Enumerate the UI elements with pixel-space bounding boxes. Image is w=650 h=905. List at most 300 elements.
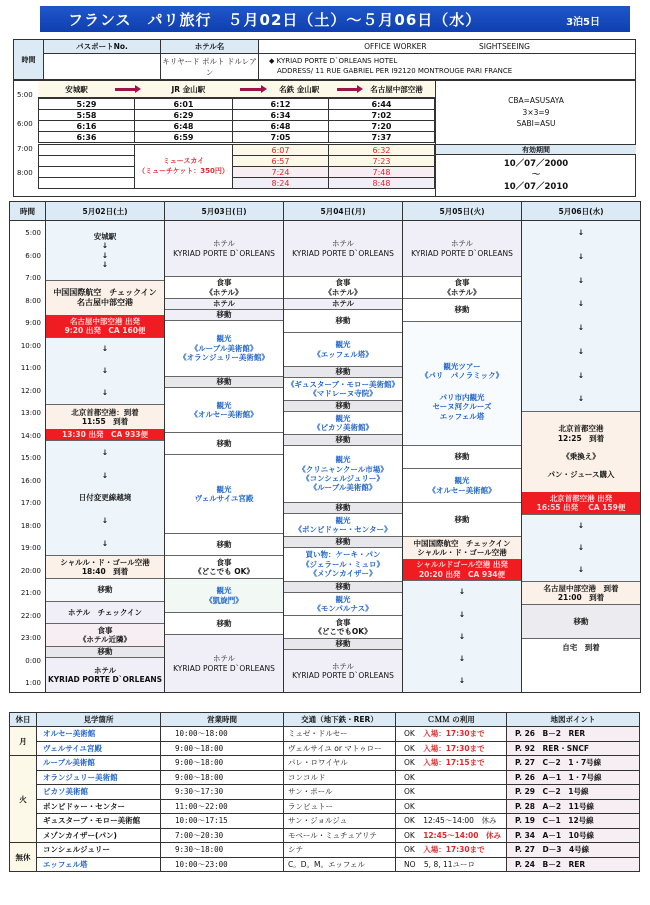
event-text: 《オルセー美術館》 [428,485,496,495]
event-text: ホテル [331,661,355,671]
cmm-note: 入場：17:15まで [423,758,485,768]
sight-row [10,756,640,771]
arrow-down-icon: ↓ [101,241,109,251]
event-text: 観光 [335,594,351,604]
event [46,281,164,315]
day-header: 5月03日(日) [164,202,283,221]
validity-sep: ～ [531,170,541,181]
event-text: 《どこでもOK》 [314,627,372,636]
sight-name: オルセー美術館 [37,727,161,742]
page-title: フランス パリ旅行 ５月02日（土）～５月06日（水） [68,11,482,29]
event [46,441,164,556]
time-cell: 5:29 [39,99,135,110]
cmm-cell [396,727,507,742]
hour: 23:00 [20,634,41,642]
hour: 16:00 [20,477,41,485]
event-sightseeing [284,514,402,537]
flight-departure [522,492,640,515]
arrow-down-icon: ↓ [577,251,585,261]
arrow-down-icon: ↓ [101,516,109,526]
sight-row [10,828,640,843]
event: 移動 [284,435,402,446]
cmm-cell [396,785,507,800]
event [46,405,164,429]
event-sightseeing [165,579,283,613]
validity-from: 10／07／2000 [503,159,569,170]
blank-cell [39,178,135,189]
train-rows [38,98,435,143]
event: 移動 [403,503,521,537]
event-text: 名古屋中部空港 出発 [69,316,141,326]
day-header: 5月04日(月) [283,202,402,221]
event-text: 《ホテル近隣》 [78,635,132,644]
arrow-down-icon: ↓ [577,228,585,238]
hotel-line2: ADDRESS/ 11 RUE GABRIEL PER I92120 MONTROUGE PARI FRANCE [277,66,513,75]
event-text: KYRIAD PORTE D`ORLEANS [173,663,275,673]
hotel-address [259,54,636,80]
event-text: 日付変更線越境 [78,493,132,503]
event-text: 観光 [216,334,232,344]
arrow-right-icon [240,88,261,91]
arrow-down-icon: ↓ [577,346,585,356]
col-header: 見学箇所 [37,713,161,727]
sights-table [9,712,640,872]
event [46,338,164,405]
event-text: 《ホテル》 [324,287,362,297]
arrow-right-icon [115,88,136,91]
hour: 17:00 [20,499,41,507]
map-point: P. 27 D－3 4号線 [507,843,640,858]
time-cell: 5:58 [39,110,135,121]
event [165,277,283,299]
blank-cell [39,167,135,178]
sight-name: エッフェル塔 [37,857,161,872]
sight-row [10,857,640,872]
flight-departure: 13:30 出発 CA 933便 [46,429,164,441]
axis-time: 5:00 [17,91,33,99]
event-text: 観光 [335,455,351,465]
col-header: 交通（地下鉄・RER） [284,713,396,727]
flight-departure [403,559,521,581]
musky-time: 7:48 [329,167,435,178]
time-cell: 6:59 [135,132,233,143]
sight-name: ピカソ美術館 [37,785,161,800]
day-header: 5月02日(土) [45,202,164,221]
event-text: 北京首都空港 [558,423,604,433]
event-text: 中国国際航空 チェックイン [53,288,157,297]
event-sightseeing [165,388,283,433]
event [165,556,283,579]
time-cell: 7:20 [329,121,435,132]
station: 名古屋中部空港 [370,84,423,94]
arrow-down-icon: ↓ [577,565,585,575]
sight-name: ルーブル美術館 [37,756,161,771]
musky-info [135,145,233,189]
event-sightseeing [284,446,402,503]
event-text: 《どこでも OK》 [194,567,254,576]
event-text: ホテル [331,239,355,249]
sight-row [10,799,640,814]
opening-hours: 10:00～18:00 [161,727,284,742]
hour: 9:00 [25,319,41,327]
event-text: 食事 [216,278,232,288]
opening-hours: 9:00～18:00 [161,756,284,771]
event-text: 《ピカソ美術館》 [313,423,373,432]
hotel-line1: ◆ KYRIAD PORTE D`ORLEANS HOTEL [269,56,398,65]
map-point: P. 27 C－2 1・7号線 [507,756,640,771]
event-sightseeing [284,593,402,616]
event-text: 観光 [216,400,232,410]
cmm-status: OK [404,743,415,753]
blank-cell [39,145,135,156]
sight-row [10,814,640,829]
time-cell: 6:48 [135,121,233,132]
event [284,277,402,299]
time-cell: 6:44 [329,99,435,110]
time-cell: 7:37 [329,132,435,143]
event-sightseeing [403,469,521,503]
event-sightseeing [165,321,283,377]
event-text: 食事 [335,278,351,288]
cmm-cell [396,799,507,814]
hotel-header: ホテル名 [161,40,259,54]
event-text: 16:55 出発 CA 159便 [536,503,626,512]
transit: ヴェルサイユ or マトゥロー [284,741,396,756]
event-text: パン・ジュース購入 [547,470,615,480]
event-text: ホテル [93,665,117,675]
day-header: 5月06日(水) [521,202,640,221]
arrow-down-icon: ↓ [458,587,466,597]
event [46,624,164,647]
event-text: 《マドレーヌ寺院》 [309,389,377,398]
axis-time: 7:00 [17,145,33,153]
arrow-down-icon: ↓ [101,447,109,457]
arrow-down-icon: ↓ [101,470,109,480]
event [284,616,402,639]
event: 移動 [403,299,521,322]
event-text: 食事 [454,278,470,288]
hour: 19:00 [20,544,41,552]
hour: 10:00 [20,342,41,350]
day-header: 5月05日(火) [402,202,521,221]
cmm-note: 入場：17:30まで [423,845,485,855]
musky-time: 6:32 [329,145,435,156]
cmm-status: OK [404,816,415,826]
event-text: 12:25 到着 [557,433,605,443]
event-text: シャルルドゴール空港 出発 [416,560,508,570]
sight-name: コンシェルジュリー [37,843,161,858]
map-point: P. 34 A－1 10号線 [507,828,640,843]
event-tour [403,322,521,446]
col-header: ＣＭＭ の利用 [396,713,507,727]
arrow-down-icon: ↓ [458,631,466,641]
event-text: パリ市内観光 [439,392,485,402]
transit: C。D。M。エッフェル [284,857,396,872]
event-text: 《ルーブル美術館》 [309,483,377,493]
hour-axis [10,221,45,693]
cmm-note: 入場：17:30まで [423,743,485,753]
event-text: 観光 [335,413,351,423]
office-sight-header [259,40,636,54]
sight-row [10,741,640,756]
cmm-status: OK [404,830,415,840]
event-text: ホテル [450,239,474,249]
transit: ランビュトー [284,799,396,814]
event-text: 食事 [335,617,351,627]
transit: コンコルド [284,770,396,785]
code-line: CBA=ASUSAYA [508,96,564,106]
arrow-down-icon: ↓ [458,609,466,619]
event-text: KYRIAD PORTE D`ORLEANS [292,671,394,680]
time-cell: 6:01 [135,99,233,110]
map-point: P. 92 RER・SNCF [507,741,640,756]
event-text: 名古屋中部空港 到着 [543,583,619,593]
transit: パレ・ロワイヤル [284,756,396,771]
arrow-down-icon: ↓ [101,344,109,354]
event-text: 《エッフェル塔》 [313,349,373,359]
schedule-header [10,202,640,221]
hour: 14:00 [20,432,41,440]
time-cell: 6:36 [39,132,135,143]
event: ホテル [284,299,402,310]
passport-header: パスポートNo. [44,40,161,54]
opening-hours: 9:30～18:00 [161,843,284,858]
event: 移動 [165,377,283,388]
event-text: 9:20 出発 CA 160便 [64,326,146,335]
event-text: 観光 [216,484,232,494]
validity-to: 10／07／2010 [503,181,569,192]
day-column-1 [45,221,164,692]
station-header [38,81,435,98]
event-text: 観光 [335,515,351,525]
event: 移動 [403,446,521,469]
arrow-down-icon: ↓ [458,676,466,686]
code-line: SABI=ASU [516,119,556,129]
event-text: 買い物：ケーキ・パン [305,550,381,560]
event-text: 《クリニャンクール市場》 [298,464,388,474]
event-text: 《コンシェルジュリー》 [302,474,384,483]
hour: 22:00 [20,612,41,620]
event [403,221,521,277]
hour: 0:00 [25,657,41,665]
cmm-status: OK [404,772,415,782]
event-text: 安城駅 [93,231,117,241]
sight-row [10,727,640,742]
trip-length: 3泊5日 [566,17,600,28]
arrow-down-icon: ↓ [577,299,585,309]
event: 移動 [284,503,402,514]
event: 移動 [165,613,283,635]
event: 移動 [165,310,283,321]
arrow-down-icon: ↓ [101,250,109,260]
cmm-cell [396,857,507,872]
event [522,221,640,412]
event [522,412,640,492]
time-cell: 6:34 [233,110,329,121]
flight-departure [46,315,164,338]
musky-time: 8:24 [233,178,329,189]
event: 移動 [284,639,402,650]
event-text: 食事 [97,625,113,635]
opening-hours: 9:00～18:00 [161,741,284,756]
arrow-down-icon: ↓ [101,538,109,548]
event-text: KYRIAD PORTE D`ORLEANS [411,248,513,258]
event [403,581,521,692]
time-cell: 6:48 [233,121,329,132]
event-shopping [284,548,402,582]
holiday-cell: 火 [10,756,37,843]
event: 移動 [284,367,402,378]
event [46,221,164,281]
day-column-3 [283,221,402,692]
cmm-status: OK [404,758,415,768]
cmm-status: OK [404,729,415,739]
event: ホテル チェックイン [46,602,164,624]
info-table [13,39,636,80]
arrow-down-icon: ↓ [577,394,585,404]
hour: 18:00 [20,522,41,530]
event [522,582,640,605]
sight-name: オランジュリー美術館 [37,770,161,785]
office-label: OFFICE WORKER [364,42,427,51]
event: 移動 [284,310,402,333]
map-point: P. 26 A－1 1・7号線 [507,770,640,785]
event [522,515,640,582]
transit: サン・ポール [284,785,396,800]
col-header: 地図ポイント [507,713,640,727]
event [284,650,402,692]
hour: 20:00 [20,567,41,575]
time-header: 時間 [20,206,35,216]
event-text: 《ギュスターブ・モロー美術館》 [286,379,400,389]
cmm-cell [396,741,507,756]
arrow-down-icon: ↓ [577,275,585,285]
event [284,221,402,277]
passport-value [44,54,161,80]
validity-range [435,155,636,197]
hour: 7:00 [25,274,41,282]
event-text: 北京首都空港：到着 [71,407,139,417]
event: 移動 [46,647,164,658]
hotel-name: キリヤード ポルト ドルレアン [161,54,259,80]
event-text: 観光 [335,340,351,350]
code-line: 3×3=9 [522,107,550,117]
event [403,537,521,559]
sight-row [10,843,640,858]
hour: 6:00 [25,252,41,260]
station: 安城駅 [65,84,88,94]
blank-cell [39,156,135,167]
cmm-cell [396,843,507,858]
arrow-down-icon: ↓ [101,366,109,376]
event-text: KYRIAD PORTE D`ORLEANS [173,248,275,258]
opening-hours: 9:30～17:30 [161,785,284,800]
map-point: P. 28 A－2 11号線 [507,799,640,814]
hour: 15:00 [20,454,41,462]
cmm-note: 5, 8, 11ユーロ [423,859,476,869]
cmm-cell [396,756,507,771]
event-text: 《オランジュリー美術館》 [179,353,269,363]
arrow-down-icon: ↓ [577,370,585,380]
cmm-note: 入場：17:30まで [423,729,485,739]
opening-hours: 10:00～23:00 [161,857,284,872]
time-cell: 6:16 [39,121,135,132]
event-text: KYRIAD PORTE D`ORLEANS [47,675,163,684]
transit: モベール・ミュチュアリテ [284,828,396,843]
day-column-4 [402,221,521,692]
day-column-2 [164,221,283,692]
arrow-down-icon: ↓ [101,388,109,398]
cmm-note: 12:45～14:00 休み [423,830,501,840]
hour: 11:00 [20,364,41,372]
event: ホテル [165,299,283,310]
hour: 1:00 [25,679,41,687]
event-text: 20:20 出発 CA 934便 [418,569,506,579]
arrow-down-icon: ↓ [577,323,585,333]
col-header: 休日 [10,713,37,727]
musky-time: 7:24 [233,167,329,178]
time-cell: 6:29 [135,110,233,121]
schedule-grid [9,201,641,693]
hour: 21:00 [20,589,41,597]
sight-label: SIGHTSEEING [479,42,530,51]
event-sightseeing [284,333,402,367]
hour: 12:00 [20,387,41,395]
event: 移動 [165,433,283,455]
event-text: 18:40 到着 [81,567,129,576]
holiday-cell: 無休 [10,843,37,872]
validity-label: 有効期間 [435,144,636,155]
transit: ミュゼ・ドルセー [284,727,396,742]
event-text: 《乗換え》 [562,452,600,461]
arrow-down-icon: ↓ [577,521,585,531]
event-text: セーヌ河クルーズ [432,402,492,412]
sight-name: メゾンカイザー(パン) [37,828,161,843]
time-cell: 7:05 [233,132,329,143]
transit: サン・ジョルジュ [284,814,396,829]
time-header: 時間 [14,40,44,80]
opening-hours: 11:00～22:00 [161,799,284,814]
cmm-cell [396,814,507,829]
event-text: ホテル [212,239,236,249]
cmm-note: 12:45～14:00 休み [423,816,497,826]
arrow-down-icon: ↓ [577,543,585,553]
event: 移動 [284,582,402,593]
hour: 8:00 [25,297,41,305]
event-text: 《ホテル》 [443,287,481,297]
event-text: 《オルセー美術館》 [190,410,258,419]
event-text: 中国国際航空 チェックイン [413,538,511,548]
arrow-down-icon: ↓ [101,259,109,269]
event-text: エッフェル塔 [439,411,485,421]
musky-time: 6:07 [233,145,329,156]
col-header: 営業時間 [161,713,284,727]
map-point: P. 24 B－2 RER [507,857,640,872]
sight-row [10,785,640,800]
sight-name: ポンピドゥー・センター [37,799,161,814]
opening-hours: 7:00～20:30 [161,828,284,843]
event-text: 21:00 到着 [557,593,605,602]
cmm-status: OK [404,787,415,797]
event-sightseeing [165,455,283,534]
map-point: P. 26 B－2 RER [507,727,640,742]
event-text: シャルル・ド・ゴール空港 [417,548,507,557]
cmm-status: NO [404,859,416,869]
event-text: 《ホテル》 [205,287,243,297]
event-text: 観光 [216,586,232,596]
event-text: 《ルーブル美術館》 [190,343,258,353]
holiday-cell: 月 [10,727,37,756]
